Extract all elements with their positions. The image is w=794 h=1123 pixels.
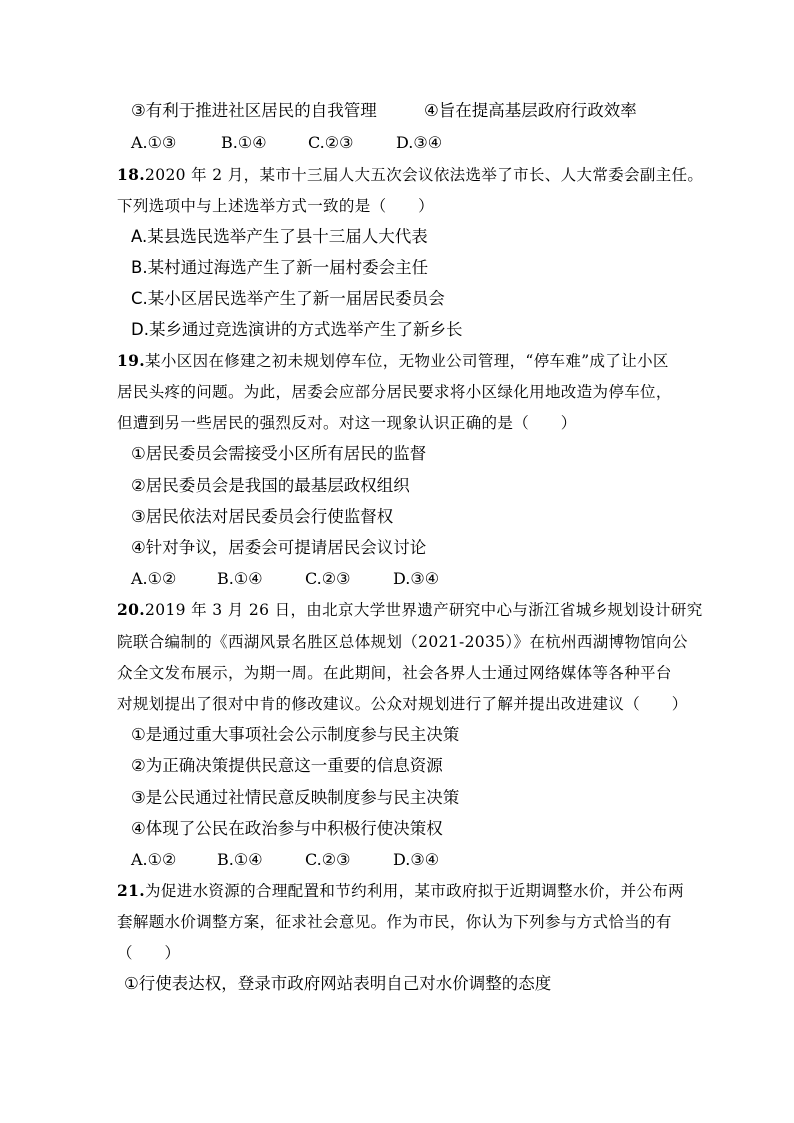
q20-option-4: ④体现了公民在政治参与中积极行使决策权 [131, 819, 443, 838]
q20-choice-b: B.①④ [217, 850, 263, 869]
q20-stem-line-2: 院联合编制的《西湖风景名胜区总体规划（2021-2035）》在杭州西湖博物馆向公 [117, 633, 688, 651]
q19-stem-line-3: 但遭到另一些居民的强烈反对。对这一现象认识正确的是（ ） [117, 414, 577, 432]
q20-number: 20. [117, 600, 146, 619]
q20-answer-choices [131, 850, 439, 870]
q17-choice-c: C.②③ [308, 133, 354, 152]
q19-option-4: ④针对争议，居委会可提请居民会议讨论 [131, 538, 427, 557]
q17-answer-choices [131, 133, 442, 153]
q20-option-2: ②为正确决策提供民意这一重要的信息资源 [131, 756, 443, 775]
q21-option-1: ①行使表达权，登录市政府网站表明自己对水价调整的态度 [124, 974, 552, 993]
q21-number: 21. [117, 881, 146, 900]
q19-option-2: ②居民委员会是我国的最基层政权组织 [131, 476, 410, 495]
q17-option-3: ③有利于推进社区居民的自我管理 [131, 101, 377, 120]
q18-option-a: A.某县选民选举产生了县十三届人大代表 [131, 227, 428, 246]
q20-choice-c: C.②③ [305, 850, 351, 869]
q19-stem-line-1: 19.某小区因在修建之初未规划停车位，无物业公司管理，“停车难”成了让小区 [117, 351, 669, 370]
q20-stem-line-3: 众全文发布展示，为期一周。在此期间，社会各界人士通过网络媒体等各种平台 [117, 664, 672, 682]
q18-option-c: C.某小区居民选举产生了新一届居民委员会 [131, 289, 445, 308]
q20-stem-line-1: 20.2019 年 3 月 26 日，由北京大学世界遗产研究中心与浙江省城乡规划设计研究 [117, 600, 703, 619]
q18-stem-line-1: 18.2020 年 2 月，某市十三届人大五次会议依法选举了市长、人大常委会副主任。 [117, 165, 704, 184]
q18-option-d: D.某乡通过竞选演讲的方式选举产生了新乡长 [131, 320, 463, 339]
q19-choice-c: C.②③ [305, 569, 351, 588]
q20-choice-d: D.③④ [393, 850, 440, 869]
q19-choice-d: D.③④ [393, 569, 440, 588]
q18-option-b: B.某村通过海选产生了新一届村委会主任 [131, 258, 429, 277]
q21-stem-line-2: 套解题水价调整方案，征求社会意见。作为市民，你认为下列参与方式恰当的有 [117, 913, 672, 931]
q17-choice-b: B.①④ [221, 133, 267, 152]
q21-stem-line-3: （ ） [117, 944, 181, 962]
q19-stem-line-2: 居民头疼的问题。为此，居委会应部分居民要求将小区绿化用地改造为停车位， [117, 383, 672, 401]
q19-choice-a: A.①② [131, 569, 177, 588]
q20-option-1: ①是通过重大事项社会公示制度参与民主决策 [131, 725, 460, 744]
q19-option-1: ①居民委员会需接受小区所有居民的监督 [131, 444, 427, 463]
q18-number: 18. [117, 165, 146, 184]
q17-choice-a: A.①③ [131, 133, 177, 152]
q20-choice-a: A.①② [131, 850, 177, 869]
q19-option-3: ③居民依法对居民委员会行使监督权 [131, 507, 394, 526]
q19-answer-choices [131, 569, 439, 589]
q17-choice-d: D.③④ [396, 133, 443, 152]
q21-stem-line-1: 21.为促进水资源的合理配置和节约利用，某市政府拟于近期调整水价，并公布两 [117, 881, 684, 900]
q19-number: 19. [117, 351, 146, 370]
q20-option-3: ③是公民通过社情民意反映制度参与民主决策 [131, 788, 460, 807]
q17-option-4: ④旨在提高基层政府行政效率 [424, 101, 637, 120]
q19-choice-b: B.①④ [217, 569, 263, 588]
q20-stem-line-4: 对规划提出了很对中肯的修改建议。公众对规划进行了解并提出改进建议（ ） [117, 695, 688, 713]
q18-stem-line-2: 下列选项中与上述选举方式一致的是（ ） [117, 197, 435, 215]
